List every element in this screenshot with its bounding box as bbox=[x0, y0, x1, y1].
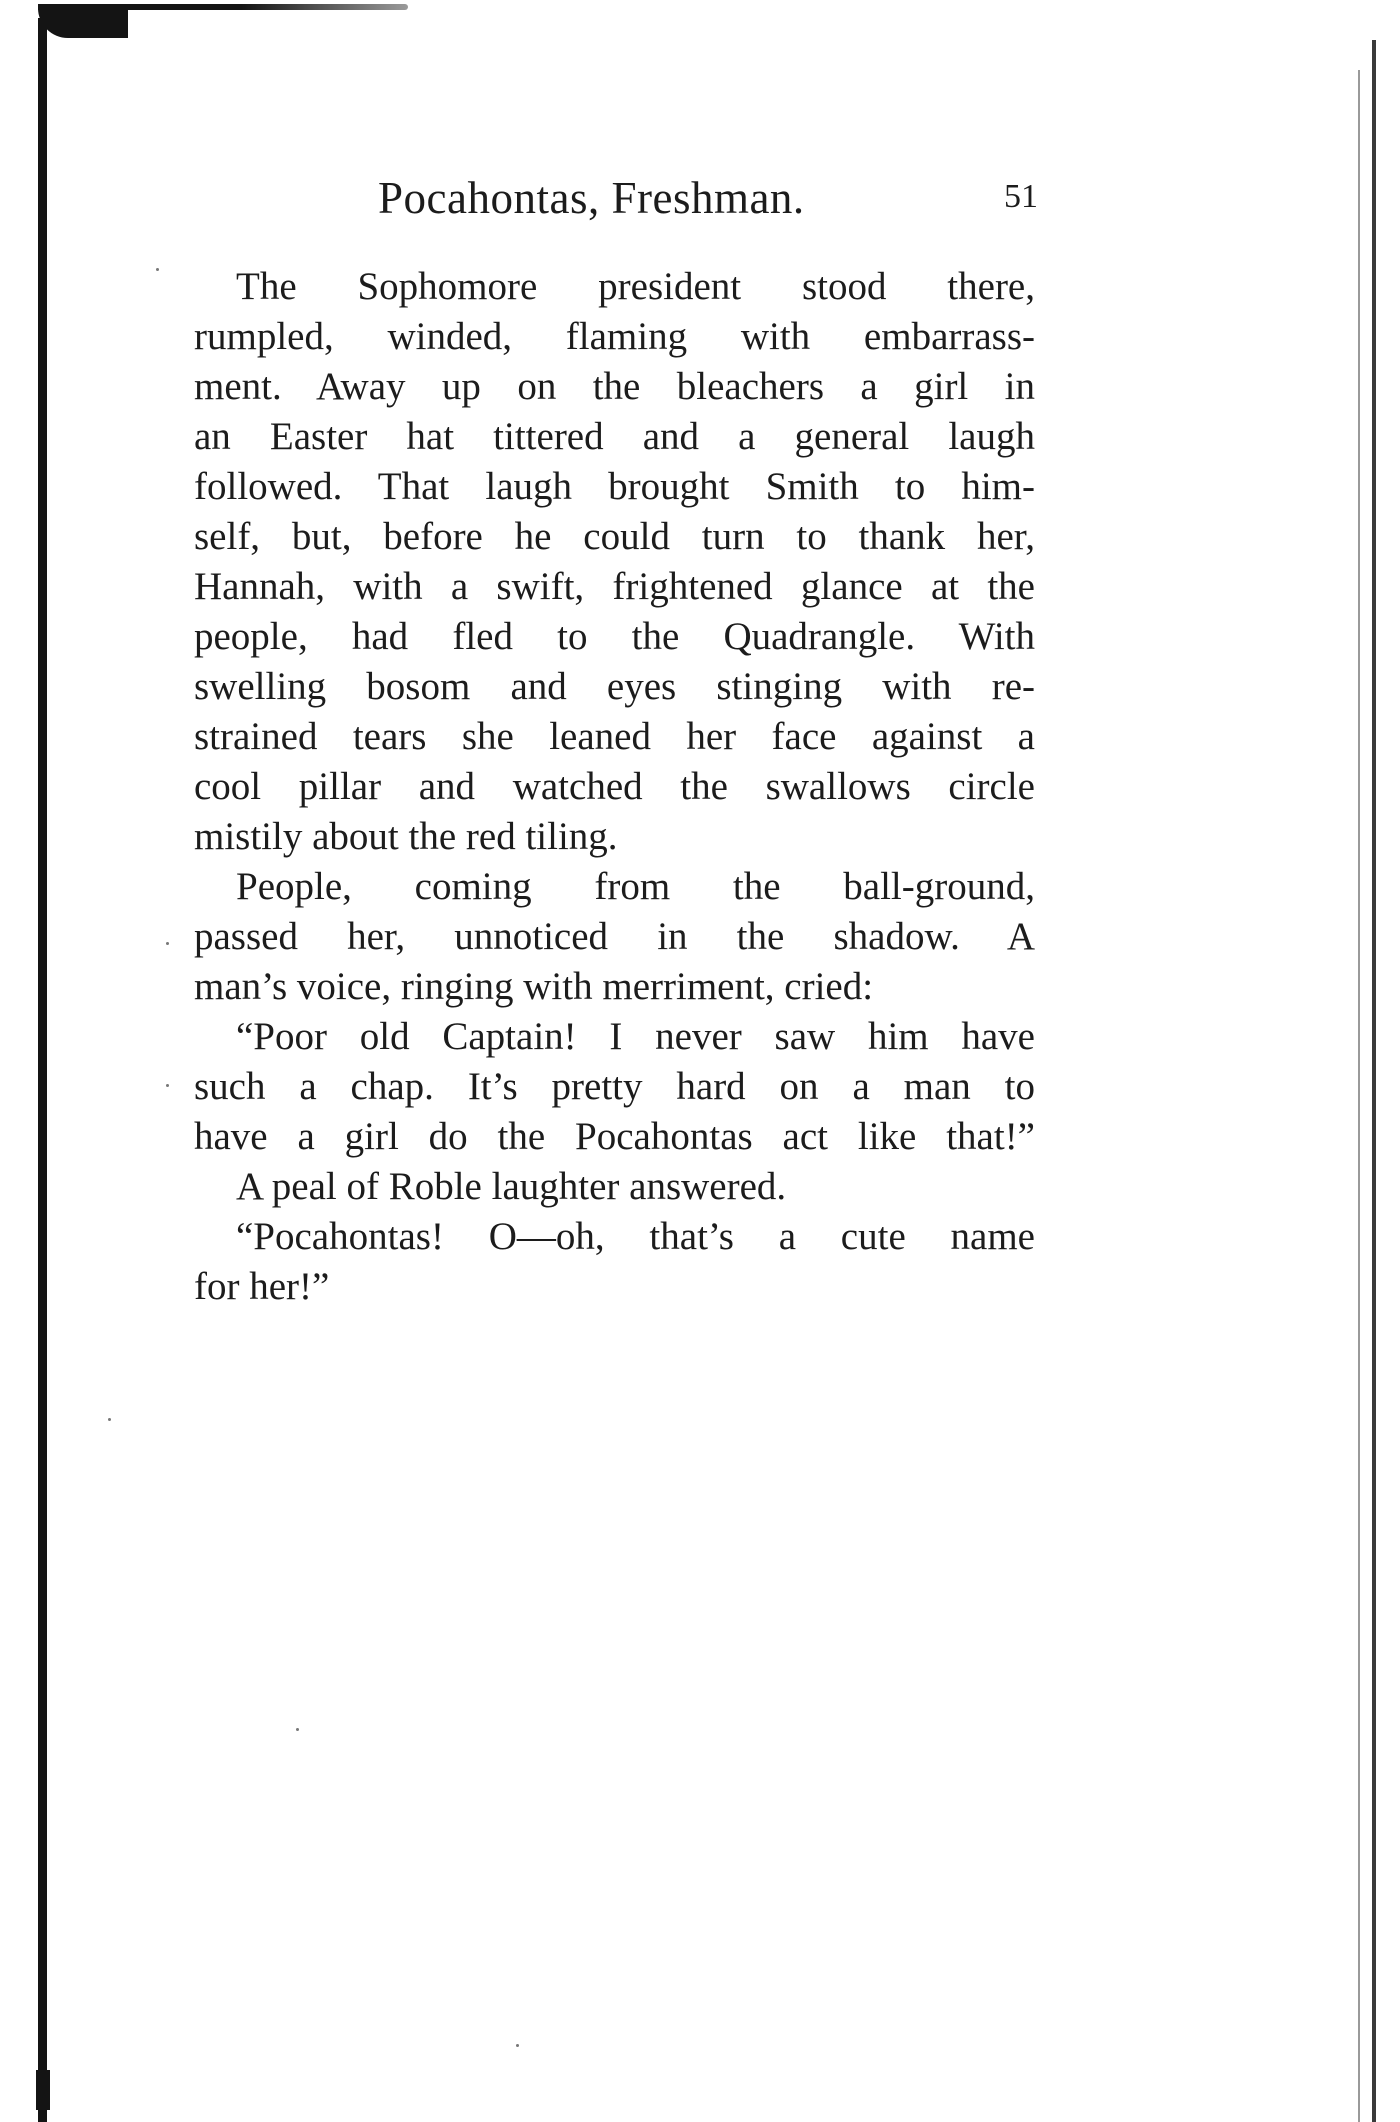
page-number: 51 bbox=[1004, 178, 1038, 215]
text-line: rumpled, winded, flaming with embarrass- bbox=[194, 315, 1035, 358]
page-edge-right-inner bbox=[1358, 70, 1360, 2122]
text-line: people, had fled to the Quadrangle. With bbox=[194, 615, 1035, 658]
text-line: for her!” bbox=[194, 1265, 330, 1308]
page-edge-left-foot bbox=[36, 2070, 50, 2110]
scan-speck bbox=[156, 268, 159, 271]
page-edge-left bbox=[38, 18, 47, 2122]
scan-speck bbox=[166, 1084, 169, 1087]
text-line: ment. Away up on the bleachers a girl in bbox=[194, 365, 1035, 408]
text-line: an Easter hat tittered and a general laugh bbox=[194, 415, 1035, 458]
text-line: self, but, before he could turn to thank her, bbox=[194, 515, 1035, 558]
scan-speck bbox=[108, 1418, 111, 1421]
text-line: swelling bosom and eyes stinging with re- bbox=[194, 665, 1035, 708]
text-line: man’s voice, ringing with merriment, cried: bbox=[194, 965, 874, 1008]
text-line: Hannah, with a swift, frightened glance at the bbox=[194, 565, 1035, 608]
text-line: mistily about the red tiling. bbox=[194, 815, 618, 858]
body-text bbox=[194, 262, 1035, 1312]
scan-speck bbox=[516, 2044, 519, 2047]
text-line: passed her, unnoticed in the shadow. A bbox=[194, 915, 1035, 958]
text-line: have a girl do the Pocahontas act like that!” bbox=[194, 1115, 1035, 1158]
running-header bbox=[378, 172, 1038, 232]
text-line: cool pillar and watched the swallows circle bbox=[194, 765, 1035, 808]
page-edge-corner bbox=[38, 8, 128, 38]
text-line: “Pocahontas! O—oh, that’s a cute name bbox=[236, 1215, 1035, 1258]
text-line: strained tears she leaned her face against a bbox=[194, 715, 1035, 758]
scan-speck bbox=[296, 1728, 299, 1731]
running-title: Pocahontas, Freshman. bbox=[378, 173, 805, 223]
text-line: A peal of Roble laughter answered. bbox=[236, 1165, 787, 1208]
text-line: “Poor old Captain! I never saw him have bbox=[236, 1015, 1035, 1058]
text-line: followed. That laugh brought Smith to him- bbox=[194, 465, 1035, 508]
text-line: such a chap. It’s pretty hard on a man to bbox=[194, 1065, 1035, 1108]
page-edge-right bbox=[1372, 40, 1376, 2122]
scan-speck bbox=[166, 942, 169, 945]
text-line: The Sophomore president stood there, bbox=[236, 265, 1035, 308]
text-line: People, coming from the ball-ground, bbox=[236, 865, 1035, 908]
